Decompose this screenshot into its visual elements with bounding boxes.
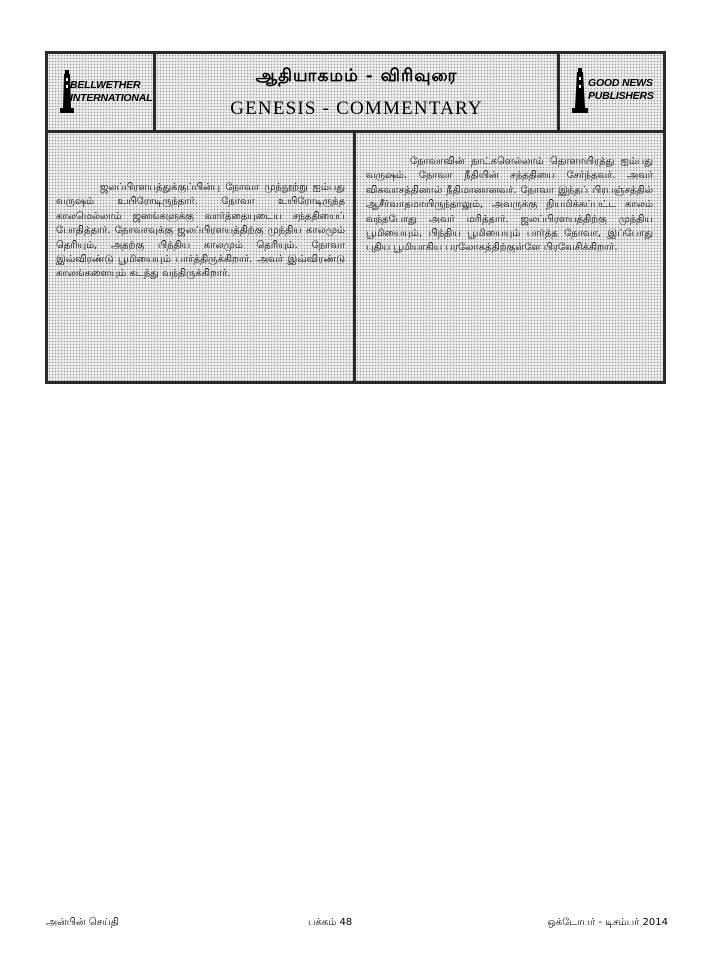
good-news-logo [560, 54, 663, 130]
bellwether-logo [48, 54, 156, 130]
page-footer [46, 917, 668, 933]
footer-issue-date: ஒக்டோபர் - டிசம்பர் 2014 [547, 917, 668, 928]
right-column-paragraph: நோவாவின் நாட்களெல்லாம் தொளாயிரத்து ஐம்பது வருஷம். நோவா நீதியின் சந்ததியை சேர்ந்தவர். அவர் விசுவாசத்தினால் நீதிமானானவர். நோவா இந்தப் பிரபஞ்சத்தில் ஆசீர்வாதமாயிருந்தாலும், அவருக்கு நியமிக்கப்பட்ட காலம் வந்தபோது அவர் மரித்தார். ஜலப்பிரளயத்திற்கு முந்திய பூமியையும், பிந்திய பூமியையும் பார்த்த நோவா, இப்போது புதிய பூமியாகிய பரலோகத்திற்குள்ளே பிரவேசிக்கிறார். [366, 156, 653, 254]
article-frame [45, 51, 666, 384]
title-english: GENESIS - COMMENTARY [230, 98, 483, 119]
article-header [48, 54, 663, 133]
article-body [48, 133, 663, 381]
good-news-logo-line2: PUBLISHERS [588, 90, 654, 102]
bellwether-logo-line1: BELLWETHER [70, 79, 141, 91]
good-news-logo-line1: GOOD NEWS [588, 77, 653, 89]
footer-page-number: பக்கம் 48 [308, 917, 353, 928]
tower-icon [572, 68, 588, 114]
bellwether-logo-line2: INTERNATIONAL [70, 92, 153, 104]
left-column-paragraph: ஜலப்பிரளயத்துக்குப்பின்பு நோவா முந்நூற்று ஐம்பது வருஷம் உயிரோடிருந்தார். நோவா உயிரோடிருந்த காலமெல்லாம் ஜனங்களுக்கு வார்த்தையுடைய சந்ததியைப் போதித்தார். நோவாவுக்கு ஜலப்பிரளயத்திற்கு முந்திய காலமும் தெரியும், அதற்கு பிந்திய காலமும் தெரியும். நோவா இவ்விரண்டு பூமியையும் பார்த்திருக்கிறார். அவர் இவ்விரண்டு காலங்களையும் கடந்து வந்திருக்கிறார். [56, 182, 345, 280]
left-column [48, 133, 356, 381]
title-cell [156, 54, 560, 130]
title-tamil: ஆதியாகமம் - விரிவுரை [255, 66, 458, 86]
footer-magazine-name: அன்பின் செய்தி [46, 917, 119, 928]
right-column [356, 133, 663, 381]
